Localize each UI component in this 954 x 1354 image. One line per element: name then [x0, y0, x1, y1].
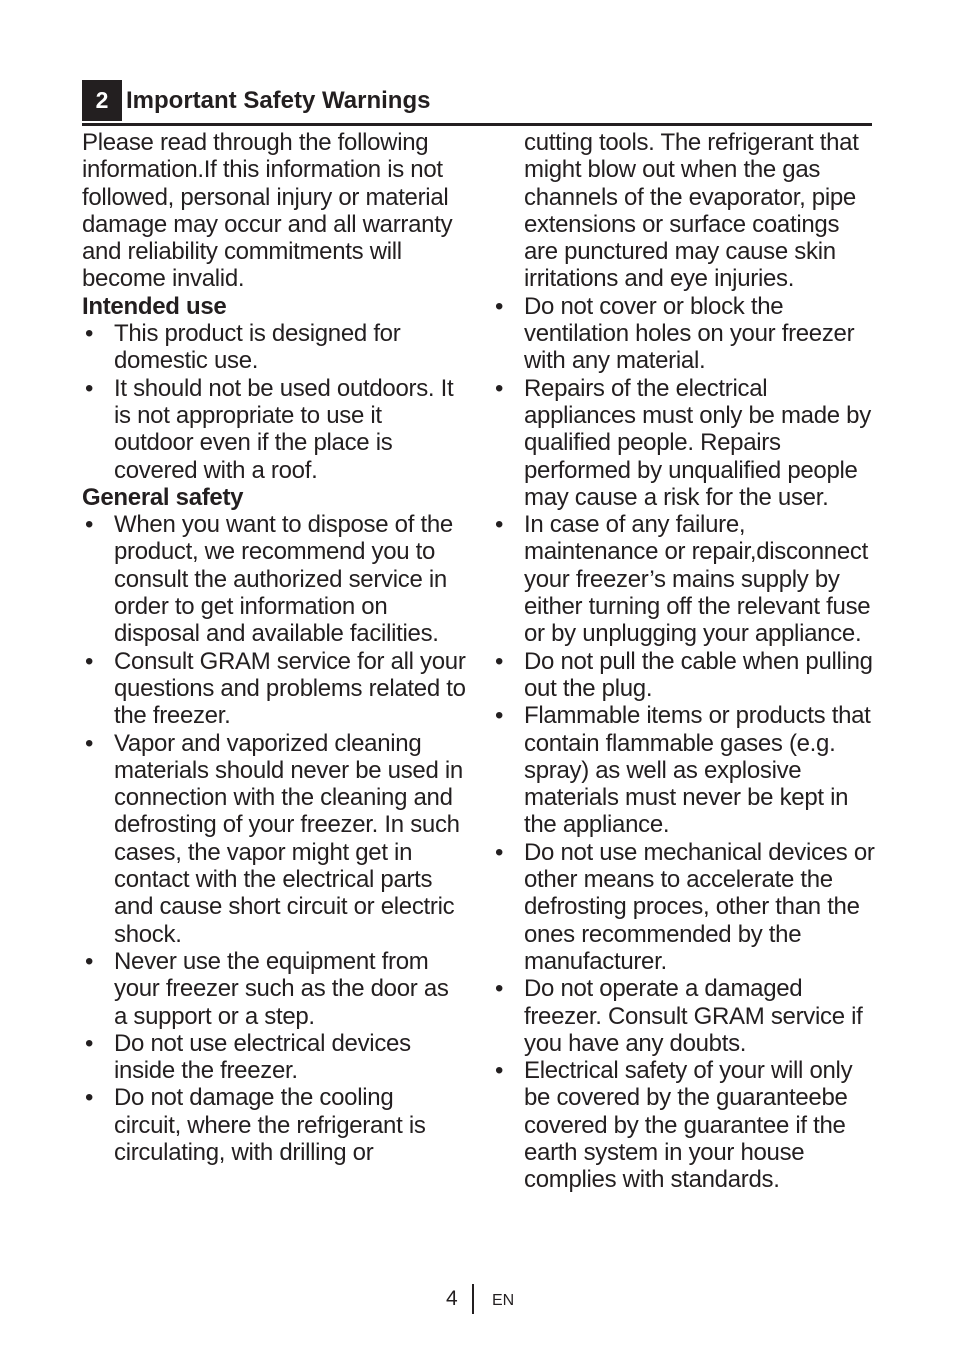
bullet-icon: • [495, 511, 504, 539]
right-column [492, 129, 876, 1194]
list-item: • Flammable items or products that contain flammable gases (e.g. spray) as well as explosive materials must never be kept in the appliance. [495, 702, 871, 839]
language-code: EN [492, 1292, 515, 1309]
bullet-icon: • [85, 947, 94, 975]
safety-list-continued [492, 293, 876, 1194]
bullet-icon: • [85, 729, 94, 757]
bullet-icon: • [85, 320, 94, 348]
section-number: 2 [82, 80, 122, 121]
footer-divider [472, 1284, 474, 1314]
left-column [82, 129, 466, 1166]
bullet-icon: • [85, 374, 94, 402]
list-item: • Do not damage the cooling circuit, where the refrigerant is circulating, with drilling or [85, 1084, 426, 1166]
bullet-icon: • [495, 1057, 504, 1085]
general-safety-heading: General safety [82, 483, 244, 511]
bullet-icon: • [85, 511, 94, 539]
list-item: • Do not use mechanical devices or other means to accelerate the defrosting proces, other than the ones recommended by the manufacturer. [495, 838, 875, 975]
bullet-icon: • [495, 702, 504, 730]
bullet-icon: • [495, 374, 504, 402]
list-item: • Consult GRAM service for all your questions and problems related to the freezer. [85, 647, 466, 730]
list-item: • Vapor and vaporized cleaning materials should never be used in connection with the cleaning and defrosting of your freezer. In such cases, the vapor might get in contact with the electrical parts and cause short circuit or electric shock. [85, 729, 463, 948]
section-title: Important Safety Warnings [126, 87, 431, 114]
list-item: • Repairs of the electrical appliances must only be made by qualified people. Repairs performed by unqualified people may cause a risk for the user. [495, 374, 871, 511]
intro-paragraph: Please read through the following information.If this information is not followed, personal injury or material damage may occur and all warranty and reliability commitments will become invalid. [82, 129, 453, 293]
bullet-icon: • [495, 647, 504, 675]
list-item: • Do not cover or block the ventilation holes on your freezer with any material. [495, 292, 855, 375]
bullet-icon: • [85, 1029, 94, 1057]
list-item: • Do not use electrical devices inside the freezer. [85, 1029, 411, 1085]
bullet-icon: • [495, 838, 504, 866]
list-item: • It should not be used outdoors. It is not appropriate to use it outdoor even if the place is covered with a roof. [85, 374, 454, 484]
list-item: • This product is designed for domestic use. [85, 320, 401, 375]
list-item: • Do not pull the cable when pulling out the plug. [495, 647, 873, 702]
bullet-icon: • [85, 647, 94, 675]
list-item: • When you want to dispose of the product, we recommend you to consult the authorized service in order to get information on disposal and available facilities. [85, 511, 453, 648]
list-item: • Electrical safety of your will only be covered by the guaranteebe covered by the guarantee if the earth system in your house complies with standards. [495, 1057, 853, 1194]
intended-use-heading: Intended use [82, 292, 227, 320]
list-item: • Do not operate a damaged freezer. Consult GRAM service if you have any doubts. [495, 975, 863, 1057]
bullet-icon: • [85, 1084, 94, 1112]
bullet-icon: • [495, 292, 504, 320]
page-number: 4 [446, 1287, 458, 1310]
general-safety-list [82, 511, 466, 1166]
section-header [82, 80, 872, 126]
page-footer [0, 1284, 954, 1314]
list-item: • Never use the equipment from your freezer such as the door as a support or a step. [85, 947, 449, 1030]
continued-text: cutting tools. The refrigerant that might blow out when the gas channels of the evaporator, pipe extensions or surface coatings are punctured may cause skin irritations and eye injuries. [524, 129, 859, 293]
bullet-icon: • [495, 975, 504, 1003]
intended-use-list [82, 320, 466, 484]
list-item: • In case of any failure, maintenance or repair,disconnect your freezer’s mains supply by either turning off the relevant fuse or by unplugging your appliance. [495, 511, 871, 648]
